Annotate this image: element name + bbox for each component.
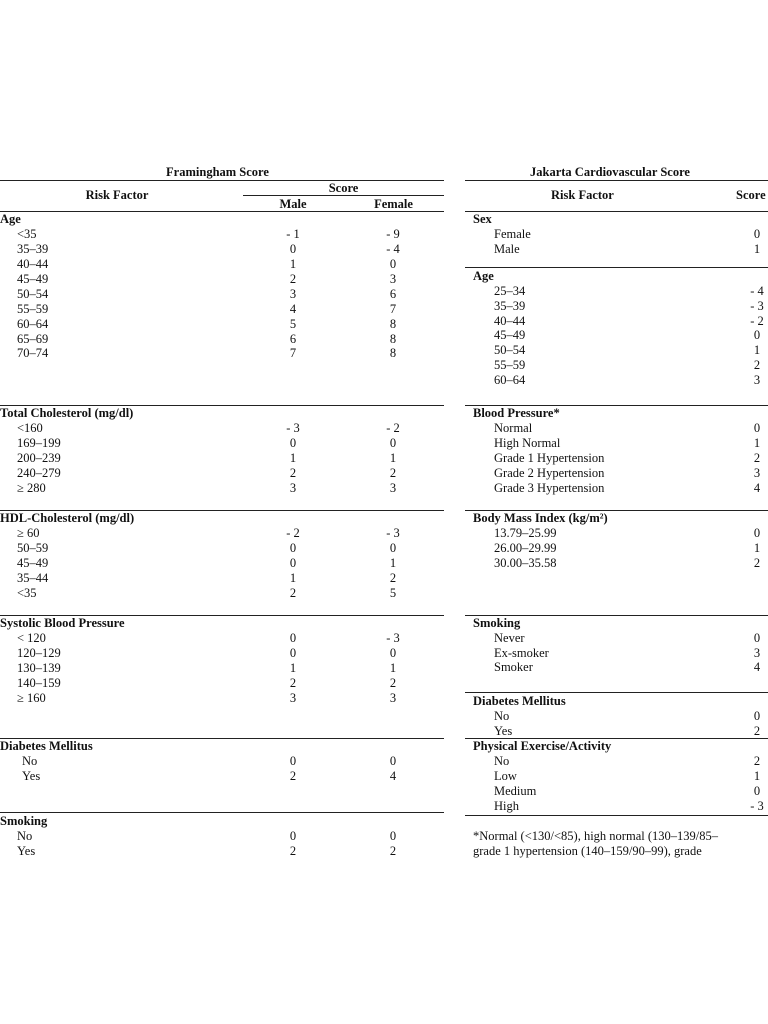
female-score: 3 xyxy=(389,272,397,286)
score-value: 2 xyxy=(753,451,761,465)
male-score: 0 xyxy=(289,754,297,768)
score-subrule xyxy=(243,195,444,196)
row-label: 50–59 xyxy=(17,541,49,555)
row-label: <35 xyxy=(17,227,37,241)
top-rule xyxy=(465,180,768,181)
male-score: 0 xyxy=(289,436,297,450)
row-label: 35–44 xyxy=(17,571,49,585)
score-value: 4 xyxy=(753,660,761,674)
row-label: 25–34 xyxy=(494,284,526,298)
row-label: 60–64 xyxy=(494,373,526,387)
score-value: 0 xyxy=(753,227,761,241)
score-value: 0 xyxy=(753,631,761,645)
score-value: - 4 xyxy=(750,284,764,298)
row-label: 169–199 xyxy=(17,436,61,450)
female-score: - 4 xyxy=(386,242,400,256)
score-value: 2 xyxy=(753,724,761,738)
male-score: - 3 xyxy=(286,421,300,435)
group-label: Total Cholesterol (mg/dl) xyxy=(0,406,134,420)
group-label: Systolic Blood Pressure xyxy=(0,616,125,630)
risk-factor-header: Risk Factor xyxy=(551,188,614,202)
row-label: Male xyxy=(494,242,520,256)
group-label: Age xyxy=(0,212,21,226)
male-score: 1 xyxy=(289,451,297,465)
female-score: 2 xyxy=(389,844,397,858)
male-score: - 2 xyxy=(286,526,300,540)
row-label: Female xyxy=(494,227,531,241)
row-label: Never xyxy=(494,631,525,645)
row-label: ≥ 60 xyxy=(17,526,40,540)
framingham-title: Framingham Score xyxy=(166,165,269,179)
row-label: ≥ 280 xyxy=(17,481,46,495)
female-score: 2 xyxy=(389,466,397,480)
group-label: HDL-Cholesterol (mg/dl) xyxy=(0,511,135,525)
female-score: 1 xyxy=(389,451,397,465)
male-score: 2 xyxy=(289,272,297,286)
group-label: Age xyxy=(473,269,494,283)
row-label: Yes xyxy=(22,769,41,783)
male-score: 4 xyxy=(289,302,297,316)
female-score: 8 xyxy=(389,317,397,331)
row-label: 120–129 xyxy=(17,646,61,660)
row-label: 35–39 xyxy=(494,299,526,313)
female-score: 2 xyxy=(389,571,397,585)
male-score: - 1 xyxy=(286,227,300,241)
female-score: 5 xyxy=(389,586,397,600)
row-label: <160 xyxy=(17,421,43,435)
score-value: - 2 xyxy=(750,314,764,328)
male-score: 1 xyxy=(289,661,297,675)
row-label: 13.79–25.99 xyxy=(494,526,557,540)
row-label: 45–49 xyxy=(17,272,49,286)
score-value: 1 xyxy=(753,242,761,256)
row-label: 200–239 xyxy=(17,451,61,465)
row-label: 65–69 xyxy=(17,332,49,346)
row-label: 30.00–35.58 xyxy=(494,556,557,570)
female-score: 0 xyxy=(389,646,397,660)
row-label: 140–159 xyxy=(17,676,61,690)
male-score: 3 xyxy=(289,481,297,495)
female-score: - 2 xyxy=(386,421,400,435)
row-label: No xyxy=(494,709,510,723)
group-label: Blood Pressure* xyxy=(473,406,560,420)
section-rule xyxy=(0,812,444,813)
male-score: 0 xyxy=(289,646,297,660)
row-label: 130–139 xyxy=(17,661,61,675)
row-label: No xyxy=(22,754,38,768)
male-score: 2 xyxy=(289,676,297,690)
female-header: Female xyxy=(374,197,413,211)
row-label: < 120 xyxy=(17,631,46,645)
female-score: 7 xyxy=(389,302,397,316)
score-value: 0 xyxy=(753,421,761,435)
female-score: 0 xyxy=(389,829,397,843)
row-label: Medium xyxy=(494,784,537,798)
female-score: - 3 xyxy=(386,526,400,540)
male-score: 2 xyxy=(289,844,297,858)
row-label: 60–64 xyxy=(17,317,49,331)
row-label: Grade 2 Hypertension xyxy=(494,466,605,480)
female-score: 0 xyxy=(389,436,397,450)
row-label: Low xyxy=(494,769,517,783)
jakarta-title: Jakarta Cardiovascular Score xyxy=(530,165,690,179)
group-label: Smoking xyxy=(0,814,48,828)
female-score: - 9 xyxy=(386,227,400,241)
header-rule xyxy=(0,211,444,212)
score-value: 4 xyxy=(753,481,761,495)
male-score: 5 xyxy=(289,317,297,331)
row-label: High xyxy=(494,799,519,813)
row-label: 45–49 xyxy=(494,328,526,342)
female-score: 0 xyxy=(389,754,397,768)
female-score: 8 xyxy=(389,332,397,346)
footnote-line: grade 1 hypertension (140–159/90–99), grade xyxy=(473,844,702,858)
bottom-rule xyxy=(465,815,768,816)
score-value: 3 xyxy=(753,466,761,480)
female-score: 8 xyxy=(389,346,397,360)
score-value: 2 xyxy=(753,358,761,372)
row-label: No xyxy=(494,754,510,768)
female-score: - 3 xyxy=(386,631,400,645)
row-label: 45–49 xyxy=(17,556,49,570)
score-value: 2 xyxy=(753,556,761,570)
score-value: 1 xyxy=(753,343,761,357)
female-score: 1 xyxy=(389,661,397,675)
score-header: Score xyxy=(328,181,359,195)
row-label: 35–39 xyxy=(17,242,49,256)
score-header: Score xyxy=(736,188,766,202)
score-value: - 3 xyxy=(750,299,764,313)
female-score: 6 xyxy=(389,287,397,301)
row-label: 50–54 xyxy=(494,343,526,357)
row-label: 40–44 xyxy=(17,257,49,271)
row-label: 240–279 xyxy=(17,466,61,480)
row-label: 70–74 xyxy=(17,346,49,360)
score-value: 1 xyxy=(753,541,761,555)
row-label: 26.00–29.99 xyxy=(494,541,557,555)
female-score: 3 xyxy=(389,691,397,705)
male-score: 2 xyxy=(289,466,297,480)
row-label: No xyxy=(17,829,33,843)
male-score: 0 xyxy=(289,242,297,256)
male-score: 3 xyxy=(289,287,297,301)
male-score: 0 xyxy=(289,556,297,570)
female-score: 0 xyxy=(389,257,397,271)
header-rule xyxy=(465,211,768,212)
group-label: Physical Exercise/Activity xyxy=(473,739,612,753)
male-score: 0 xyxy=(289,829,297,843)
row-label: Yes xyxy=(494,724,513,738)
section-rule xyxy=(465,267,768,268)
row-label: Smoker xyxy=(494,660,533,674)
score-value: 2 xyxy=(753,754,761,768)
male-score: 0 xyxy=(289,631,297,645)
group-label: Diabetes Mellitus xyxy=(0,739,93,753)
score-value: 1 xyxy=(753,436,761,450)
score-value: 0 xyxy=(753,709,761,723)
row-label: Normal xyxy=(494,421,533,435)
female-score: 1 xyxy=(389,556,397,570)
male-score: 1 xyxy=(289,571,297,585)
male-score: 6 xyxy=(289,332,297,346)
row-label: Yes xyxy=(17,844,36,858)
risk-factor-header: Risk Factor xyxy=(85,188,149,202)
female-score: 3 xyxy=(389,481,397,495)
male-score: 1 xyxy=(289,257,297,271)
group-label: Sex xyxy=(473,212,492,226)
female-score: 4 xyxy=(389,769,397,783)
score-value: 0 xyxy=(753,328,761,342)
row-label: 40–44 xyxy=(494,314,526,328)
male-score: 0 xyxy=(289,541,297,555)
row-label: High Normal xyxy=(494,436,561,450)
row-label: 55–59 xyxy=(17,302,49,316)
row-label: Grade 1 Hypertension xyxy=(494,451,605,465)
row-label: <35 xyxy=(17,586,37,600)
score-value: 0 xyxy=(753,526,761,540)
group-label: Body Mass Index (kg/m²) xyxy=(473,511,608,525)
group-label: Diabetes Mellitus xyxy=(473,694,566,708)
male-score: 2 xyxy=(289,586,297,600)
row-label: Grade 3 Hypertension xyxy=(494,481,605,495)
row-label: Ex-smoker xyxy=(494,646,549,660)
male-score: 3 xyxy=(289,691,297,705)
score-value: 3 xyxy=(753,373,761,387)
row-label: 50–54 xyxy=(17,287,49,301)
male-score: 2 xyxy=(289,769,297,783)
row-label: ≥ 160 xyxy=(17,691,46,705)
female-score: 0 xyxy=(389,541,397,555)
group-label: Smoking xyxy=(473,616,521,630)
score-value: - 3 xyxy=(750,799,764,813)
male-score: 7 xyxy=(289,346,297,360)
score-value: 3 xyxy=(753,646,761,660)
male-header: Male xyxy=(279,197,307,211)
section-rule xyxy=(465,692,768,693)
footnote-line: *Normal (<130/<85), high normal (130–139/85– xyxy=(473,829,718,843)
score-value: 1 xyxy=(753,769,761,783)
score-value: 0 xyxy=(753,784,761,798)
female-score: 2 xyxy=(389,676,397,690)
row-label: 55–59 xyxy=(494,358,526,372)
